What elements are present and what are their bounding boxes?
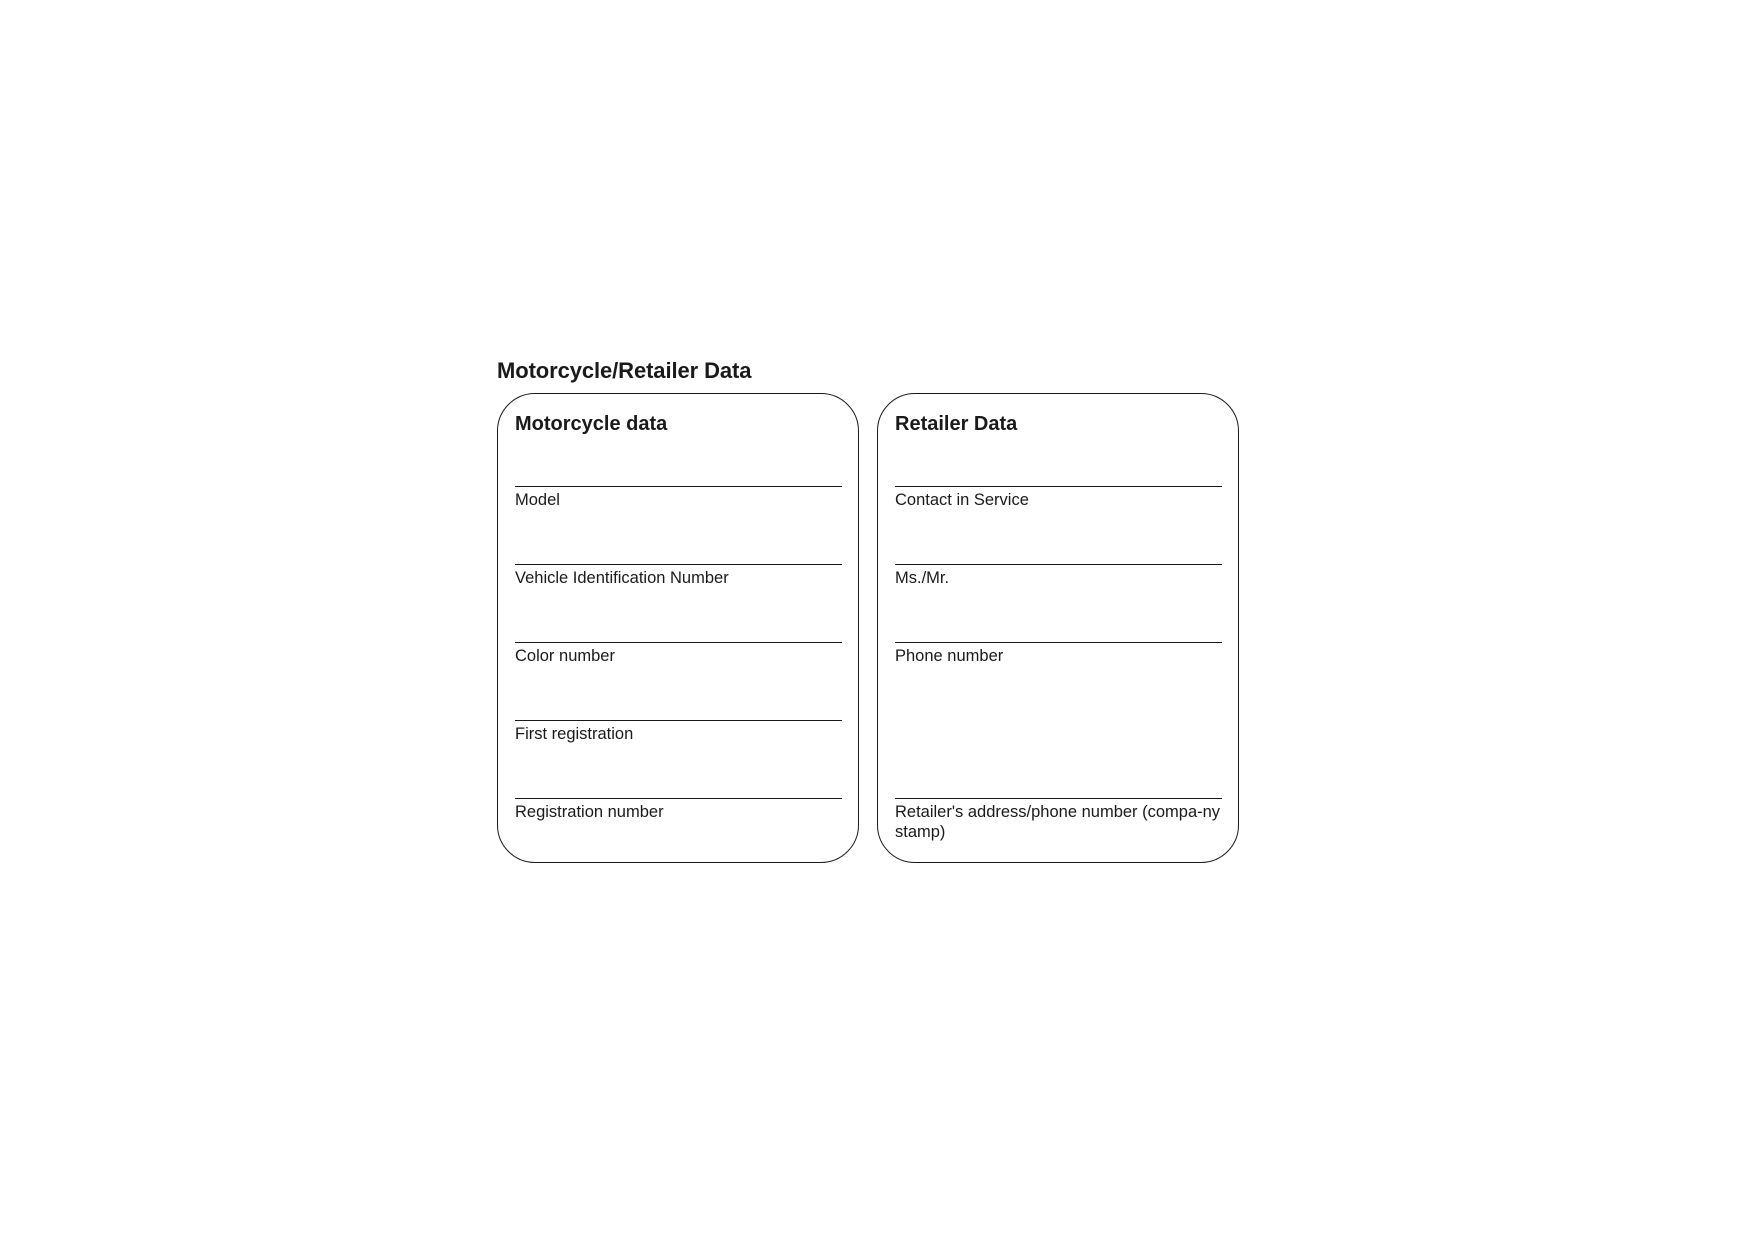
contact-in-service-label: Contact in Service (895, 491, 1029, 509)
color-number-label: Color number (515, 647, 615, 665)
model-field[interactable] (515, 486, 842, 510)
retailer-data-card (877, 393, 1239, 863)
retailer-address-label: Retailer's address/phone number (compa-ny stamp) (895, 803, 1221, 841)
vin-label: Vehicle Identification Number (515, 569, 729, 587)
first-registration-field[interactable] (515, 720, 842, 744)
contact-in-service-input-line[interactable] (895, 486, 1222, 487)
color-number-input-line[interactable] (515, 642, 842, 643)
retailer-data-title: Retailer Data (895, 413, 1018, 435)
color-number-field[interactable] (515, 642, 842, 666)
phone-number-field[interactable] (895, 642, 1222, 666)
ms-mr-field[interactable] (895, 564, 1222, 588)
page-title: Motorcycle/Retailer Data (497, 358, 752, 383)
registration-number-field[interactable] (515, 798, 842, 822)
retailer-address-input-line[interactable] (895, 798, 1222, 799)
phone-number-label: Phone number (895, 647, 1004, 665)
vin-field[interactable] (515, 564, 842, 588)
phone-number-input-line[interactable] (895, 642, 1222, 643)
motorcycle-data-card (497, 393, 859, 863)
motorcycle-data-title: Motorcycle data (515, 413, 668, 435)
retailer-address-field[interactable] (895, 798, 1222, 842)
model-input-line[interactable] (515, 486, 842, 487)
registration-number-label: Registration number (515, 803, 664, 821)
first-registration-input-line[interactable] (515, 720, 842, 721)
model-label: Model (515, 491, 560, 509)
registration-number-input-line[interactable] (515, 798, 842, 799)
vin-input-line[interactable] (515, 564, 842, 565)
ms-mr-label: Ms./Mr. (895, 569, 950, 587)
first-registration-label: First registration (515, 725, 634, 743)
contact-in-service-field[interactable] (895, 486, 1222, 510)
ms-mr-input-line[interactable] (895, 564, 1222, 565)
